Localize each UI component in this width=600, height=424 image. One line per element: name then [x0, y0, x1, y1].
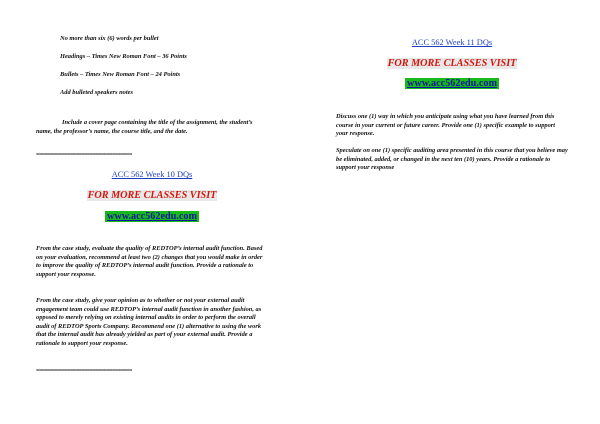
question-3-text: Discuss one (1) way in which you anticipate using what you have learned from this course in your current or future career. Provide one (1) specific example to support your response. [336, 113, 556, 138]
bullet-notes: Add bulleted speakers notes [60, 89, 133, 96]
site-text[interactable]: www.acc562edu.com [107, 211, 197, 222]
week-10-title-link[interactable]: ACC 562 Week 10 DQs [111, 170, 193, 179]
visit-banner-right [336, 53, 568, 71]
bullet-words: No more than six (6) words per bullet [60, 35, 159, 42]
question-1 [36, 245, 268, 279]
visit-banner [36, 185, 268, 203]
cover-text: Include a cover page containing the title of the assignment, the student’s name, the professor’s name, the course title, and the date. [36, 119, 253, 135]
site-link[interactable] [36, 206, 268, 224]
bullet-headings: Headings – Times New Roman Font – 36 Points [60, 53, 187, 60]
question-4-text: Speculate on one (1) specific auditing area presented in this course that you believe may be eliminated, added, or changed in the next ten (10) years. Provide a rationale to support your response [336, 147, 568, 172]
question-2 [36, 297, 268, 349]
site-text-right[interactable]: www.acc562edu.com [407, 78, 497, 89]
divider-bottom: ================================== [36, 368, 132, 374]
bullet-bullets: Bullets – Times New Roman Font – 24 Points [60, 71, 181, 78]
question-3 [336, 113, 568, 139]
cover-page-instruction [36, 119, 268, 136]
question-2-text: From the case study, give your opinion as to whether or not your external audit engagement team could use REDTOP’s internal audit function in another fashion, as opposed to merely relying on existing internal audits in order to perform the overall audit of REDTOP Sports Company. Recommend one (1) alternative to using the work that the internal audit has already yielded as part of your external audit. Provide a rationale to support your response. [36, 297, 262, 347]
week-11-title-link[interactable]: ACC 562 Week 11 DQs [411, 38, 493, 47]
visit-text-right: FOR MORE CLASSES VISIT [387, 58, 517, 69]
site-link-right[interactable] [336, 73, 568, 91]
question-1-text: From the case study, evaluate the quality of REDTOP’s internal audit function. Based on your evaluation, recommend at least two (2) changes that you would make in order to improve the quality of REDTOP’s internal audit function. Provide a rationale to support your response. [36, 245, 263, 278]
visit-text: FOR MORE CLASSES VISIT [87, 190, 217, 201]
divider: ================================== [36, 152, 132, 158]
question-4 [336, 147, 568, 173]
